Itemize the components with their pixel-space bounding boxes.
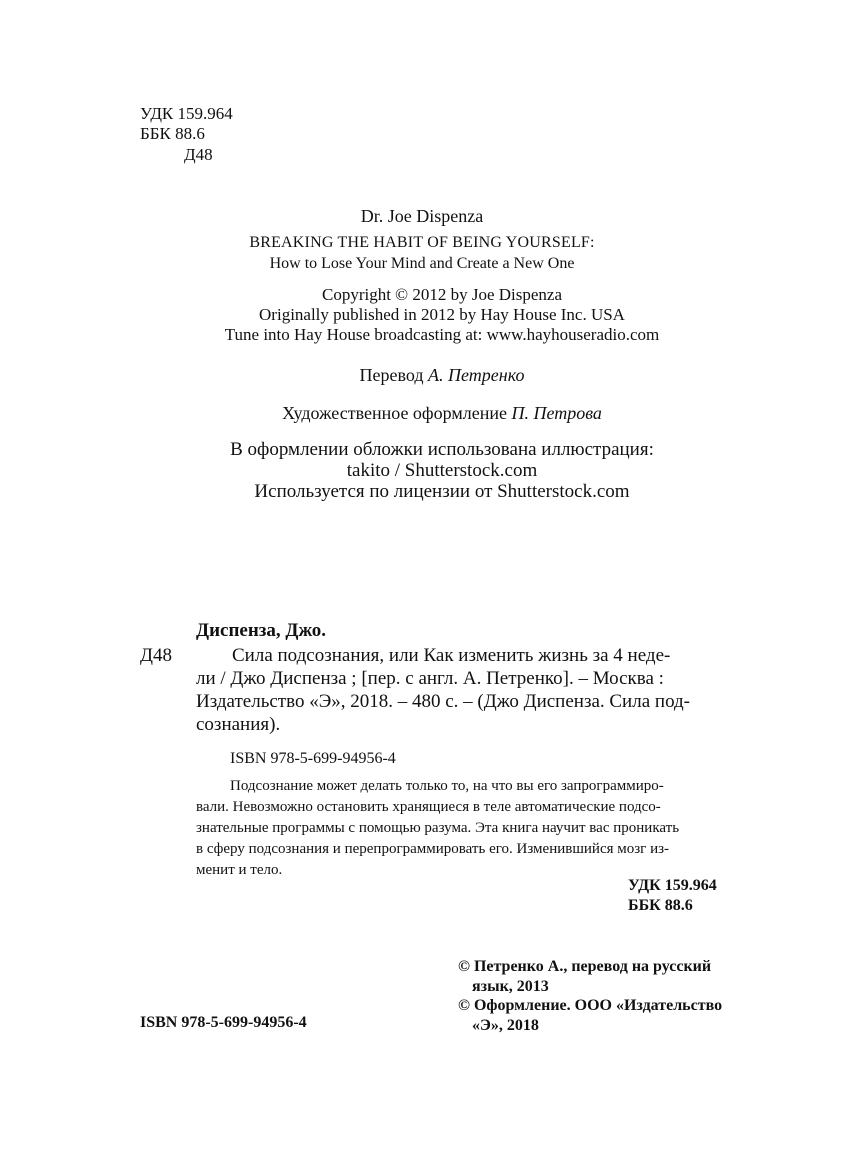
design-label: Художественное оформление (282, 403, 507, 423)
translation-label: Перевод (359, 365, 424, 385)
translator-name: А. Петренко (428, 365, 525, 385)
bibliography-isbn: ISBN 978-5-699-94956-4 (230, 750, 396, 767)
original-author: Dr. Joe Dispenza (360, 206, 484, 226)
copyright-design-line-2: «Э», 2018 (472, 1017, 539, 1034)
annotation-line-2: вали. Невозможно остановить хранящиеся в теле автоматические подсо- (196, 799, 661, 815)
original-copyright: Copyright © 2012 by Joe Dispenza (321, 285, 563, 304)
bbk-code-top: ББК 88.6 (140, 124, 205, 143)
translation-credit (0, 365, 844, 386)
original-published: Originally published in 2012 by Hay House Inc. USA (259, 305, 625, 324)
annotation-line-5: менит и тело. (196, 862, 283, 878)
original-broadcast: Tune into Hay House broadcasting at: www.hayhouseradio.com (224, 325, 660, 344)
bibliography-mark: Д48 (140, 645, 172, 666)
footer-isbn: ISBN 978-5-699-94956-4 (140, 1014, 307, 1031)
udk-code-bottom: УДК 159.964 (628, 877, 717, 894)
annotation-line-3: знательные программы с помощью разума. Эта книга научит вас проникать (196, 820, 680, 836)
bibliography-line-4: сознания). (196, 714, 281, 735)
bibliography-heading: Диспенза, Джо. (196, 620, 327, 641)
bbk-code-bottom: ББК 88.6 (628, 897, 693, 914)
bibliography-line-3: Издательство «Э», 2018. – 480 с. – (Джо Диспенза. Сила под- (196, 691, 691, 712)
copyright-translation-line-1: © Петренко А., перевод на русский (458, 958, 712, 975)
original-subtitle: How to Lose Your Mind and Create a New One (269, 255, 575, 272)
udk-code-top: УДК 159.964 (140, 104, 233, 123)
original-title: BREAKING THE HABIT OF BEING YOURSELF: (249, 234, 595, 251)
cover-source-line: takito / Shutterstock.com (346, 460, 538, 481)
copyright-translation-line-2: язык, 2013 (472, 978, 549, 995)
bibliography-line-2: ли / Джо Диспенза ; [пер. с англ. А. Петренко]. – Москва : (196, 668, 664, 689)
cover-illustration-line: В оформлении обложки использована иллюстрация: (230, 439, 654, 460)
designer-name: П. Петрова (511, 403, 602, 423)
cover-license-line: Используется по лицензии от Shutterstock.com (254, 481, 630, 502)
annotation-line-1: Подсознание может делать только то, на что вы его запрограммиро- (230, 778, 664, 794)
copyright-design-line-1: © Оформление. ООО «Издательство (458, 997, 723, 1014)
author-mark-top: Д48 (184, 145, 213, 164)
bibliography-line-1: Сила подсознания, или Как изменить жизнь за 4 неде- (232, 645, 671, 666)
annotation-line-4: в сферу подсознания и перепрограммировать его. Изменившийся мозг из- (196, 841, 670, 857)
design-credit (0, 403, 844, 424)
